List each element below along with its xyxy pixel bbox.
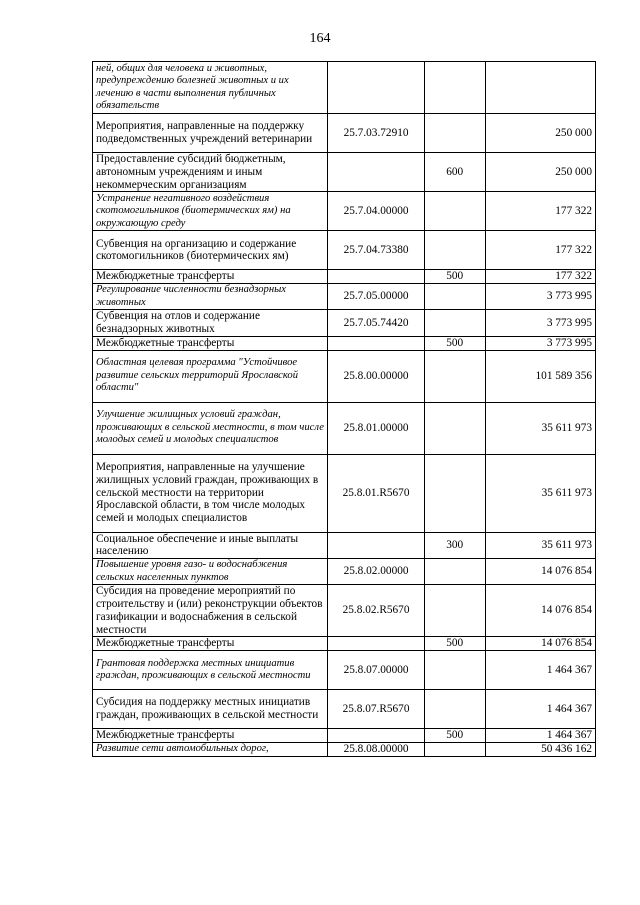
row-name-cell: Областная целевая программа "Устойчивое развитие сельских территорий Ярославской области" — [93, 350, 328, 402]
row-code-cell — [328, 336, 424, 350]
row-name-cell: Субвенция на отлов и содержание безнадзорных животных — [93, 310, 328, 337]
row-name-cell: Грантовая поддержка местных инициатив граждан, проживающих в сельской местности — [93, 651, 328, 690]
row-sum-cell — [485, 62, 595, 114]
row-name-cell: Межбюджетные трансферты — [93, 637, 328, 651]
table-row — [93, 651, 596, 690]
row-kind-cell — [424, 454, 485, 532]
row-kind-cell — [424, 310, 485, 337]
row-kind-cell — [424, 350, 485, 402]
row-kind-cell — [424, 402, 485, 454]
row-sum-cell: 1 464 367 — [485, 729, 595, 743]
table-row — [93, 690, 596, 729]
row-sum-cell: 35 611 973 — [485, 532, 595, 559]
row-code-cell — [328, 729, 424, 743]
row-name-cell: Развитие сети автомобильных дорог, — [93, 742, 328, 756]
row-code-cell — [328, 532, 424, 559]
row-kind-cell — [424, 585, 485, 637]
row-sum-cell: 101 589 356 — [485, 350, 595, 402]
row-sum-cell: 3 773 995 — [485, 336, 595, 350]
table-row — [93, 637, 596, 651]
budget-table-body — [93, 62, 596, 757]
row-name-cell: Устранение негативного воздействия скотомогильников (биотермических ям) на окружающую среду — [93, 192, 328, 231]
row-sum-cell: 3 773 995 — [485, 284, 595, 310]
row-kind-cell — [424, 114, 485, 153]
row-sum-cell: 1 464 367 — [485, 690, 595, 729]
row-kind-cell — [424, 62, 485, 114]
row-sum-cell: 35 611 973 — [485, 454, 595, 532]
table-row — [93, 585, 596, 637]
row-name-cell: Мероприятия, направленные на улучшение жилищных условий граждан, проживающих в сельской местности на территории Ярославской области, в том числе молодых семей и молодых специалистов — [93, 454, 328, 532]
table-row — [93, 742, 596, 756]
row-name-cell: Субсидия на поддержку местных инициатив граждан, проживающих в сельской местности — [93, 690, 328, 729]
row-kind-cell — [424, 231, 485, 270]
row-sum-cell: 14 076 854 — [485, 585, 595, 637]
row-name-cell: Улучшение жилищных условий граждан, проживающих в сельской местности, в том числе молодых семей и молодых специалистов — [93, 402, 328, 454]
row-kind-cell: 500 — [424, 729, 485, 743]
row-name-cell: ней, общих для человека и животных, предупреждению болезней животных и их лечению в части выполнения публичных обязательств — [93, 62, 328, 114]
row-code-cell: 25.8.02.00000 — [328, 559, 424, 585]
table-row — [93, 402, 596, 454]
row-name-cell: Межбюджетные трансферты — [93, 336, 328, 350]
row-kind-cell — [424, 284, 485, 310]
row-code-cell: 25.8.07.00000 — [328, 651, 424, 690]
row-sum-cell: 1 464 367 — [485, 651, 595, 690]
row-sum-cell: 177 322 — [485, 270, 595, 284]
row-code-cell — [328, 270, 424, 284]
row-sum-cell: 50 436 162 — [485, 742, 595, 756]
row-sum-cell: 35 611 973 — [485, 402, 595, 454]
row-code-cell: 25.8.08.00000 — [328, 742, 424, 756]
row-name-cell: Предоставление субсидий бюджетным, автономным учреждениям и иным некоммерческим организациям — [93, 153, 328, 192]
row-sum-cell: 3 773 995 — [485, 310, 595, 337]
row-name-cell: Социальное обеспечение и иные выплаты населению — [93, 532, 328, 559]
row-name-cell: Межбюджетные трансферты — [93, 270, 328, 284]
row-kind-cell: 300 — [424, 532, 485, 559]
row-code-cell: 25.8.01.00000 — [328, 402, 424, 454]
table-row — [93, 192, 596, 231]
row-code-cell: 25.8.01.R5670 — [328, 454, 424, 532]
row-kind-cell — [424, 742, 485, 756]
table-row — [93, 284, 596, 310]
row-kind-cell: 500 — [424, 637, 485, 651]
row-kind-cell — [424, 651, 485, 690]
budget-table — [92, 61, 596, 757]
row-sum-cell: 177 322 — [485, 192, 595, 231]
row-name-cell: Повышение уровня газо- и водоснабжения сельских населенных пунктов — [93, 559, 328, 585]
row-kind-cell: 500 — [424, 336, 485, 350]
row-sum-cell: 250 000 — [485, 153, 595, 192]
row-kind-cell — [424, 690, 485, 729]
table-row — [93, 454, 596, 532]
table-row — [93, 310, 596, 337]
row-code-cell: 25.7.05.74420 — [328, 310, 424, 337]
row-sum-cell: 250 000 — [485, 114, 595, 153]
page-number: 164 — [309, 31, 331, 46]
table-row — [93, 350, 596, 402]
row-code-cell: 25.7.05.00000 — [328, 284, 424, 310]
table-row — [93, 114, 596, 153]
row-name-cell: Субвенция на организацию и содержание скотомогильников (биотермических ям) — [93, 231, 328, 270]
row-code-cell: 25.8.07.R5670 — [328, 690, 424, 729]
row-sum-cell: 177 322 — [485, 231, 595, 270]
row-name-cell: Регулирование численности безнадзорных животных — [93, 284, 328, 310]
row-kind-cell — [424, 559, 485, 585]
table-row — [93, 270, 596, 284]
table-row — [93, 729, 596, 743]
row-sum-cell: 14 076 854 — [485, 637, 595, 651]
table-row — [93, 62, 596, 114]
row-code-cell: 25.7.03.72910 — [328, 114, 424, 153]
row-sum-cell: 14 076 854 — [485, 559, 595, 585]
table-row — [93, 153, 596, 192]
row-code-cell: 25.7.04.73380 — [328, 231, 424, 270]
row-name-cell: Межбюджетные трансферты — [93, 729, 328, 743]
row-kind-cell — [424, 192, 485, 231]
row-kind-cell: 500 — [424, 270, 485, 284]
row-kind-cell: 600 — [424, 153, 485, 192]
row-name-cell: Мероприятия, направленные на поддержку подведомственных учреждений ветеринарии — [93, 114, 328, 153]
row-code-cell — [328, 62, 424, 114]
row-code-cell — [328, 153, 424, 192]
table-row — [93, 231, 596, 270]
table-row — [93, 532, 596, 559]
table-row — [93, 559, 596, 585]
table-row — [93, 336, 596, 350]
row-code-cell — [328, 637, 424, 651]
row-name-cell: Субсидия на проведение мероприятий по строительству и (или) реконструкции объектов газификации и водоснабжения в сельской местности — [93, 585, 328, 637]
row-code-cell: 25.7.04.00000 — [328, 192, 424, 231]
row-code-cell: 25.8.02.R5670 — [328, 585, 424, 637]
row-code-cell: 25.8.00.00000 — [328, 350, 424, 402]
